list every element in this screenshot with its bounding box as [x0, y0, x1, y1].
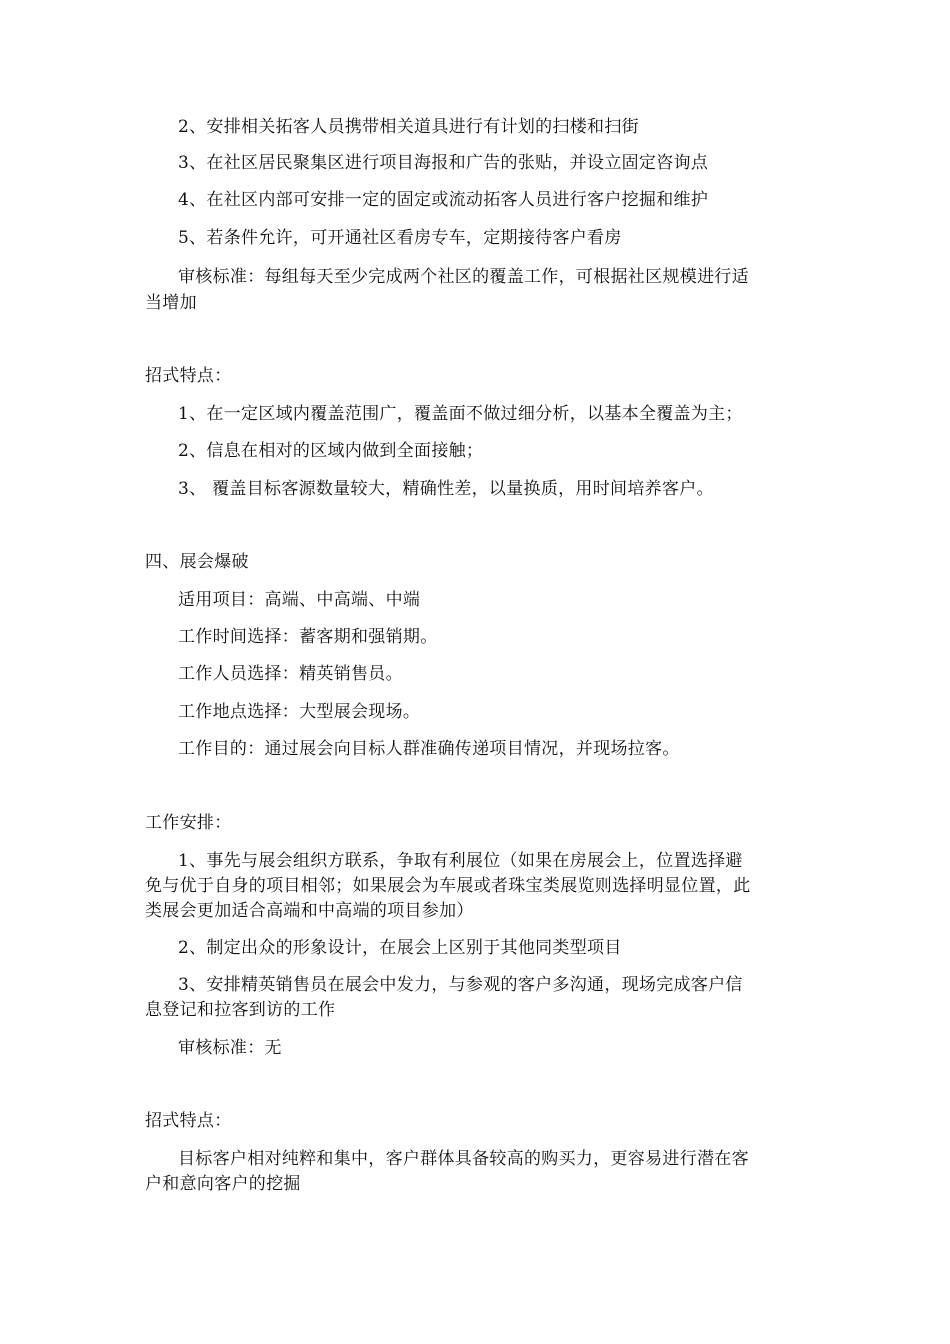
step-3: 3、在社区居民聚集区进行项目海报和广告的张贴，并设立固定咨询点 — [178, 153, 709, 173]
work-purpose: 工作目的：通过展会向目标人群准确传递项目情况，并现场拉客。 — [178, 739, 680, 759]
work-location: 工作地点选择：大型展会现场。 — [178, 702, 421, 722]
arrangement-item-3-line2: 息登记和拉客到访的工作 — [145, 1000, 336, 1020]
step-5: 5、若条件允许，可开通社区看房专车，定期接待客户看房 — [178, 228, 622, 248]
step-2: 2、安排相关拓客人员携带相关道具进行有计划的扫楼和扫街 — [178, 117, 639, 137]
step-4: 4、在社区内部可安排一定的固定或流动拓客人员进行客户挖掘和维护 — [178, 190, 709, 210]
applicable-projects: 适用项目：高端、中高端、中端 — [178, 590, 421, 610]
features-heading: 招式特点： — [145, 366, 232, 386]
work-time: 工作时间选择：蓄客期和强销期。 — [178, 627, 438, 647]
arrangement-audit: 审核标准：无 — [178, 1038, 282, 1058]
feature-text-line1: 目标客户相对纯粹和集中，客户群体具备较高的购买力，更容易进行潜在客 — [178, 1149, 749, 1169]
feature-item-2: 2、信息在相对的区域内做到全面接触； — [178, 441, 484, 461]
audit-standard-line1: 审核标准：每组每天至少完成两个社区的覆盖工作，可根据社区规模进行适 — [178, 267, 749, 287]
section-title: 四、展会爆破 — [145, 552, 249, 572]
feature-item-1: 1、在一定区域内覆盖范围广，覆盖面不做过细分析，以基本全覆盖为主； — [178, 404, 743, 424]
work-staff: 工作人员选择：精英销售员。 — [178, 664, 403, 684]
audit-standard-line2: 当增加 — [145, 293, 197, 313]
arrangement-item-1-line1: 1、事先与展会组织方联系，争取有利展位（如果在房展会上，位置选择避 — [178, 851, 743, 871]
features-heading-2: 招式特点： — [145, 1111, 232, 1131]
arrangement-item-1-line3: 类展会更加适合高端和中高端的项目参加） — [145, 901, 474, 921]
feature-item-3: 3、 覆盖目标客源数量较大，精确性差，以量换质，用时间培养客户。 — [178, 479, 714, 499]
arrangement-item-3-line1: 3、安排精英销售员在展会中发力，与参观的客户多沟通，现场完成客户信 — [178, 975, 743, 995]
feature-text-line2: 户和意向客户的挖掘 — [145, 1174, 301, 1194]
arrangement-item-2: 2、制定出众的形象设计，在展会上区别于其他同类型项目 — [178, 938, 622, 958]
arrangement-heading: 工作安排： — [145, 813, 232, 833]
arrangement-item-1-line2: 免与优于自身的项目相邻；如果展会为车展或者珠宝类展览则选择明显位置，此 — [145, 876, 751, 896]
